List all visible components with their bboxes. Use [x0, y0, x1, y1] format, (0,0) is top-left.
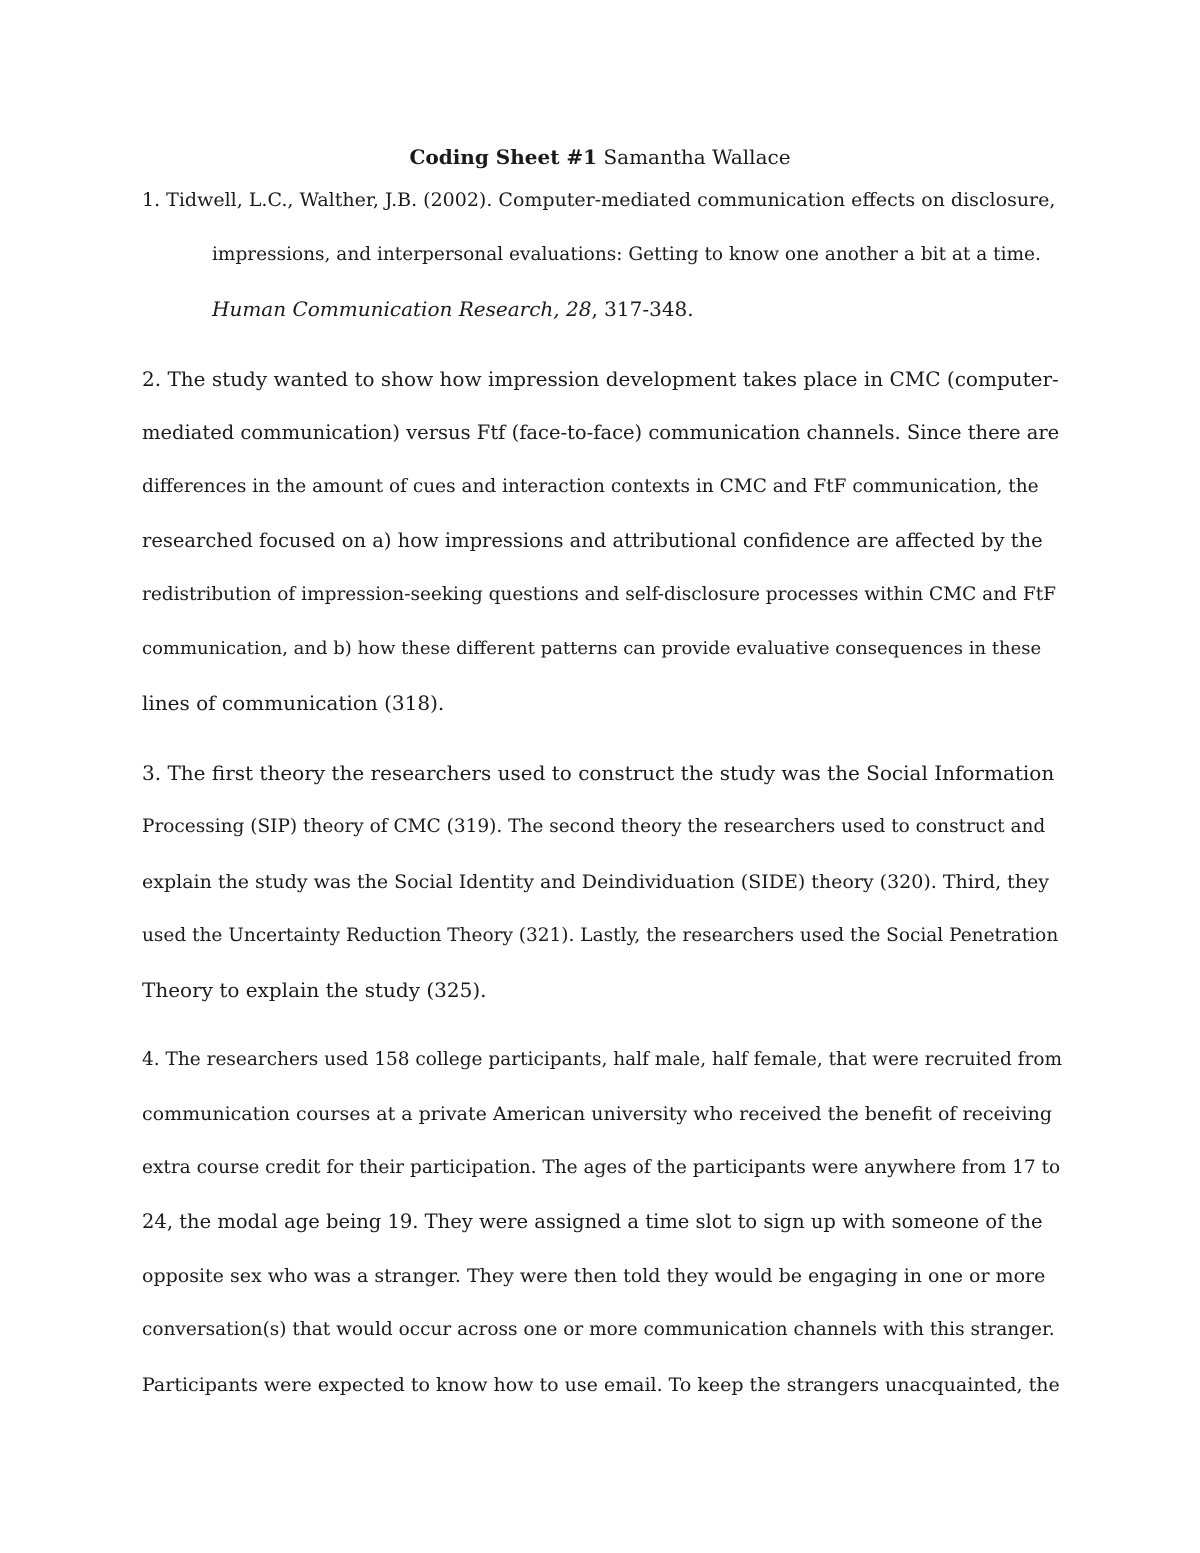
paragraph-2-line: differences in the amount of cues and interaction contexts in CMC and FtF communication, the [142, 476, 1039, 497]
citation-journal: Human Communication Research, 28 [212, 297, 592, 321]
paragraph-3-line: Processing (SIP) theory of CMC (319). The second theory the researchers used to construct and [142, 816, 1046, 837]
paragraph-4-line: communication courses at a private American university who received the benefit of receiving [142, 1103, 1052, 1125]
paragraph-3-line: Theory to explain the study (325). [142, 978, 487, 1002]
paragraph-3-line: explain the study was the Social Identity and Deindividuation (SIDE) theory (320). Third, they [142, 871, 1050, 893]
paragraph-2-line: 2. The study wanted to show how impression development takes place in CMC (computer- [142, 367, 1059, 391]
title-author: Samantha Wallace [597, 145, 791, 169]
paragraph-4-line: 24, the modal age being 19. They were assigned a time slot to sign up with someone of the [142, 1210, 1043, 1233]
paragraph-4-line: extra course credit for their participation. The ages of the participants were anywhere from 17 to [142, 1157, 1061, 1178]
paragraph-4-line: conversation(s) that would occur across one or more communication channels with this stranger. [142, 1319, 1055, 1340]
paragraph-2-line: lines of communication (318). [142, 691, 445, 715]
paragraph-3-line: 3. The first theory the researchers used to construct the study was the Social Information [142, 761, 1055, 785]
page-title [0, 143, 1200, 171]
citation-line-1: 1. Tidwell, L.C., Walther, J.B. (2002). Computer-mediated communication effects on disclosure, [142, 189, 1056, 211]
paragraph-2-line: communication, and b) how these different patterns can provide evaluative consequences in these [142, 638, 1042, 659]
paragraph-2-line: redistribution of impression-seeking questions and self-disclosure processes within CMC and FtF [142, 584, 1056, 605]
paragraph-4-line: 4. The researchers used 158 college participants, half male, half female, that were recruited from [142, 1049, 1063, 1070]
paragraph-3-line: used the Uncertainty Reduction Theory (321). Lastly, the researchers used the Social Penetration [142, 925, 1059, 946]
paragraph-2-line: researched focused on a) how impressions and attributional confidence are affected by the [142, 529, 1043, 552]
paragraph-2-line: mediated communication) versus Ftf (face-to-face) communication channels. Since there are [142, 421, 1060, 444]
citation-pages: , 317-348. [591, 297, 694, 321]
citation-line-2: impressions, and interpersonal evaluations: Getting to know one another a bit at a time. [212, 244, 1041, 265]
title-bold: Coding Sheet #1 [409, 145, 598, 169]
paragraph-4-line: Participants were expected to know how to use email. To keep the strangers unacquainted, the [142, 1374, 1060, 1396]
citation-line-3 [212, 295, 694, 323]
paragraph-4-line: opposite sex who was a stranger. They were then told they would be engaging in one or more [142, 1265, 1046, 1287]
